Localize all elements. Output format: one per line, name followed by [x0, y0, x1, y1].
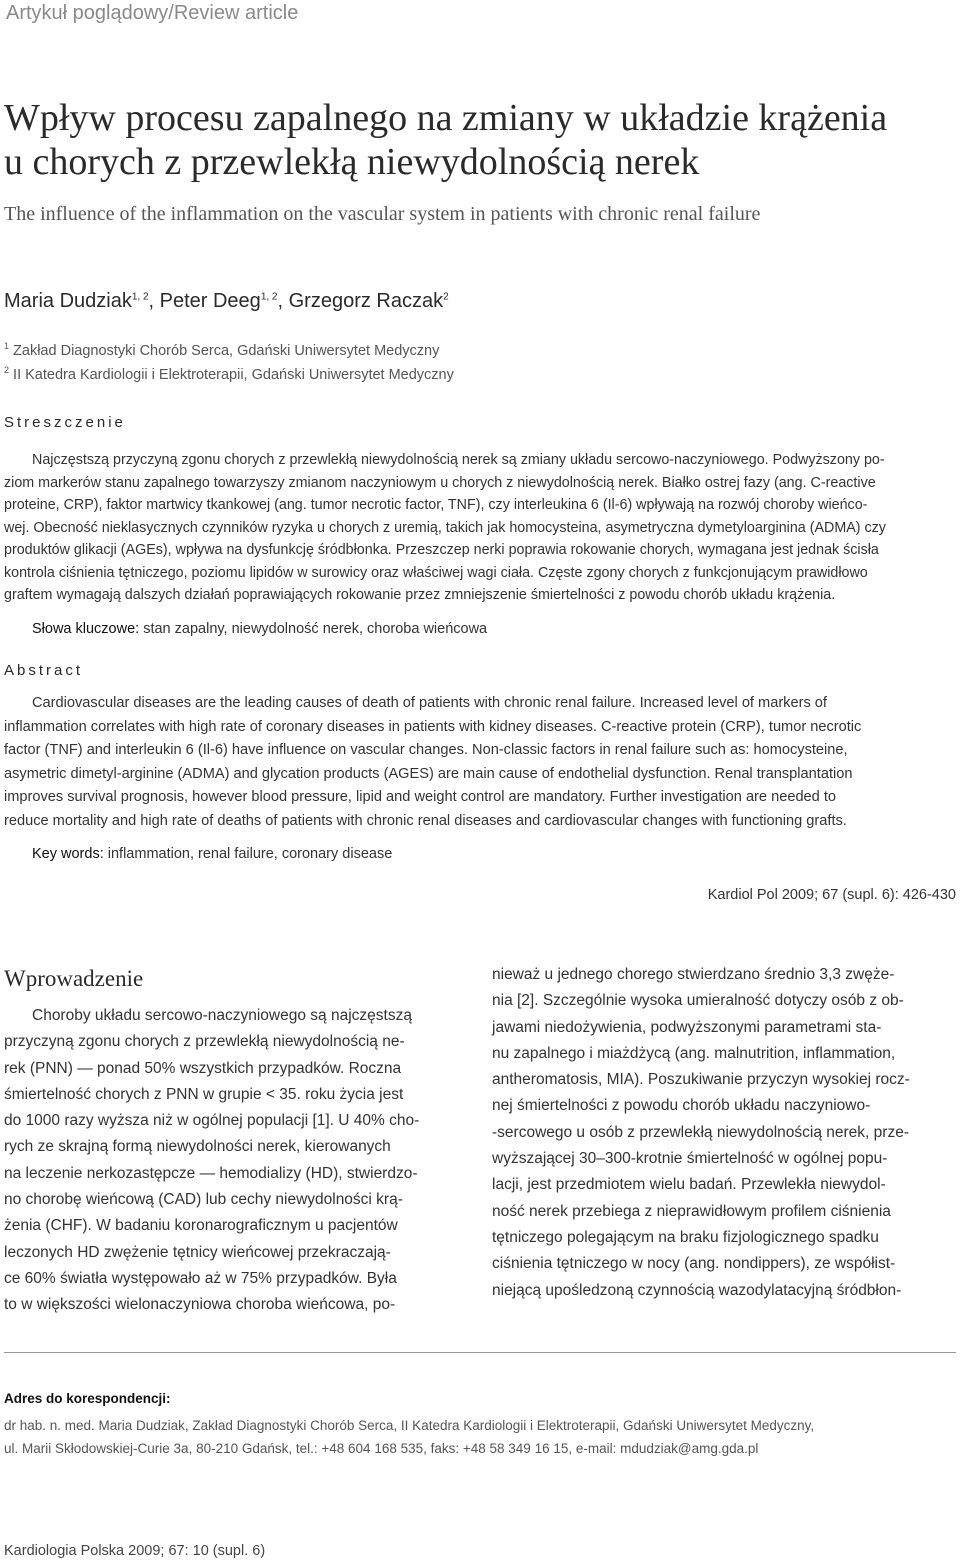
author-affiliation-mark: 1, 2 — [260, 291, 278, 303]
streszczenie-line: wej. Obecność nieklasycznych czynników ryzyka u chorych z uremią, takich jak homocysteina, asymetryczna dymetyloarginina (ADMA) czy — [4, 519, 886, 536]
affiliation-1 — [4, 341, 439, 359]
intro-line: to w większości wielonaczyniowa choroba wieńcowa, po- — [4, 1296, 396, 1314]
journal-citation: Kardiol Pol 2009; 67 (supl. 6): 426-430 — [707, 887, 956, 903]
intro-line: ność nerek przebiega z nieprawidłowym profilem ciśnienia — [492, 1202, 891, 1220]
page-footer: Kardiologia Polska 2009; 67: 10 (supl. 6) — [4, 1543, 266, 1559]
keywords-text: stan zapalny, niewydolność nerek, choroba wieńcowa — [139, 621, 488, 637]
affiliation-number: 1 — [4, 341, 10, 351]
intro-line: niejącą upośledzoną czynnością wazodylatacyjną śródbłon- — [492, 1281, 902, 1299]
intro-line: tętniczego polegającym na braku fizjologicznego spadku — [492, 1228, 879, 1246]
abstract-line: reduce mortality and high rate of deaths of patients with chronic renal diseases and cardiovascular changes with functioning grafts. — [4, 812, 847, 829]
intro-line: -sercowego u osób z przewlekłą niewydolnością nerek, prze- — [492, 1123, 909, 1141]
intro-line: nej śmiertelności z powodu chorób układu naczyniowo- — [492, 1097, 871, 1115]
abstract-line: improves survival prognosis, however blood pressure, lipid and weight control are mandatory. Further investigation are needed to — [4, 789, 837, 805]
section-title-introduction: Wprowadzenie — [4, 966, 144, 991]
intro-line: ciśnienia tętniczego w nocy (ang. nondippers), ze współist- — [492, 1255, 896, 1273]
abstract-heading: Abstract — [4, 662, 84, 679]
streszczenie-line: produktów glikacji (AGEs), wpływa na dysfunkcję śródbłonka. Przeszczep nerki poprawia rokowanie chorych, wymagana jest jednak ścisła — [4, 542, 879, 558]
keywords-label: Słowa kluczowe: — [32, 621, 140, 637]
affiliation-text: Zakład Diagnostyki Chorób Serca, Gdański Uniwersytet Medyczny — [9, 342, 440, 359]
affiliation-2 — [4, 365, 454, 383]
article-subtitle-english: The influence of the inflammation on the vascular system in patients with chronic renal failure — [4, 203, 761, 225]
intro-line: Choroby układu sercowo-naczyniowego są najczęstszą — [32, 1007, 412, 1024]
title-line-1: Wpływ procesu zapalnego na zmiany w układzie krążenia — [4, 97, 888, 139]
streszczenie-line: graftem wymagają dalszych działań poprawiających rokowanie przez zmniejszenie śmiertelności z powodu chorób układu krążenia. — [4, 587, 836, 603]
streszczenie-heading: Streszczenie — [4, 414, 126, 431]
correspondence-line-2: ul. Marii Skłodowskiej-Curie 3a, 80-210 Gdańsk, tel.: +48 604 168 535, faks: +48 58 349 16 15, e-mail: mdudziak@amg.gda.pl — [4, 1441, 759, 1456]
intro-line: na leczenie nerkozastępcze — hemodializy (HD), stwierdzo- — [4, 1164, 418, 1182]
intro-line: przyczyną zgonu chorych z przewlekłą niewydolnością ne- — [4, 1033, 405, 1051]
correspondence-heading: Adres do korespondencji: — [4, 1391, 171, 1406]
intro-column-left — [4, 1003, 468, 1319]
abstract-line: inflammation correlates with high rate of coronary diseases in patients with kidney diseases. C-reactive protein (CRP), tumor necrotic — [4, 718, 862, 735]
intro-column-right — [492, 962, 956, 1304]
affiliation-text: II Katedra Kardiologii i Elektroterapii, Gdański Uniwersytet Medyczny — [9, 366, 454, 383]
intro-line: jawami niedożywienia, podwyższonymi parametrami sta- — [492, 1018, 882, 1036]
author-affiliation-mark: 2 — [443, 291, 449, 303]
article-type-label: Artykuł poglądowy/Review article — [6, 2, 299, 24]
intro-line: ce 60% światła występowało aż w 75% przypadków. Była — [4, 1269, 397, 1287]
affiliation-number: 2 — [4, 365, 10, 375]
author-affiliation-mark: 1, 2 — [131, 291, 149, 303]
intro-line: nia [2]. Szczególnie wysoka umieralność dotyczy osób z ob- — [492, 992, 904, 1010]
author-name: , Peter Deeg — [148, 290, 261, 312]
intro-line: rych ze skrajną formą niewydolności nerek, kierowanych — [4, 1138, 391, 1156]
correspondence-line-1: dr hab. n. med. Maria Dudziak, Zakład Diagnostyki Chorób Serca, II Katedra Kardiologii i Elektroterapii, Gdański Uniwersytet Medyczny, — [4, 1418, 815, 1433]
abstract-line: asymetric dimetyl-arginine (ADMA) and glycation products (AGES) are main cause of endothelial dysfunction. Renal transplantation — [4, 765, 853, 782]
author-name: Maria Dudziak — [4, 290, 132, 312]
intro-line: wyższającej 30–300-krotnie śmiertelność w ogólnej popu- — [492, 1150, 888, 1168]
intro-line: śmiertelność chorych z PNN w grupie < 35. roku życia jest — [4, 1085, 404, 1103]
author-list — [4, 290, 449, 313]
author-name: , Grzegorz Raczak — [277, 290, 444, 312]
keywords-en — [32, 846, 392, 862]
title-line-2: u chorych z przewlekłą niewydolnością nerek — [4, 141, 700, 183]
abstract-body — [4, 692, 957, 833]
intro-line: leczonych HD zwężenie tętnicy wieńcowej przekraczają- — [4, 1243, 391, 1261]
intro-line: antheromatosis, MIA). Poszukiwanie przyczyn wysokiej rocz- — [492, 1071, 910, 1089]
streszczenie-line: kontrola ciśnienia tętniczego, poziomu lipidów w surowicy oraz właściwej wagi ciała. Częste zgony chorych z funkcjonującym prawidłowo — [4, 564, 868, 581]
streszczenie-line: ziom markerów stanu zapalnego towarzyszy zmianom naczyniowym u chorych z niewydolnością nerek. Białko ostrej fazy (ang. C-reactive — [4, 474, 876, 491]
intro-line: no chorobę wieńcową (CAD) lub cechy niewydolności krą- — [4, 1191, 403, 1209]
intro-line: żenia (CHF). W badaniu koronarograficznym u pacjentów — [4, 1217, 398, 1235]
intro-line: lacji, jest przedmiotem wielu badań. Przewlekła niewydol- — [492, 1176, 886, 1194]
keywords-label: Key words: — [32, 846, 104, 862]
keywords-text: inflammation, renal failure, coronary disease — [103, 846, 393, 862]
streszczenie-line: proteine, CRP), faktor martwicy tkankowej (ang. tumor necrotic factor, TNF), czy interleukina 6 (Il-6) wpływają na rozwój choroby wieńco- — [4, 497, 868, 513]
intro-line: nu zapalnego i miażdżycą (ang. malnutrition, inflammation, — [492, 1044, 896, 1062]
intro-line: rek (PNN) — ponad 50% wszystkich przypadków. Roczna — [4, 1059, 402, 1077]
footnote-divider — [4, 1352, 956, 1353]
keywords-pl — [32, 621, 487, 637]
intro-line: do 1000 razy wyższa niż w ogólnej populacji [1]. U 40% cho- — [4, 1112, 420, 1130]
article-title — [4, 96, 959, 184]
intro-line: nieważ u jednego chorego stwierdzano średnio 3,3 zwęże- — [492, 966, 895, 983]
abstract-line: Cardiovascular diseases are the leading causes of death of patients with chronic renal failure. Increased level of markers of — [32, 695, 827, 711]
streszczenie-line: Najczęstszą przyczyną zgonu chorych z przewlekłą niewydolnością nerek są zmiany układu sercowo-naczyniowego. Podwyższony po- — [32, 452, 885, 468]
abstract-line: factor (TNF) and interleukin 6 (Il-6) have influence on vascular changes. Non-classic factors in renal failure such as: homocysteine, — [4, 742, 848, 758]
streszczenie-body — [4, 449, 957, 607]
